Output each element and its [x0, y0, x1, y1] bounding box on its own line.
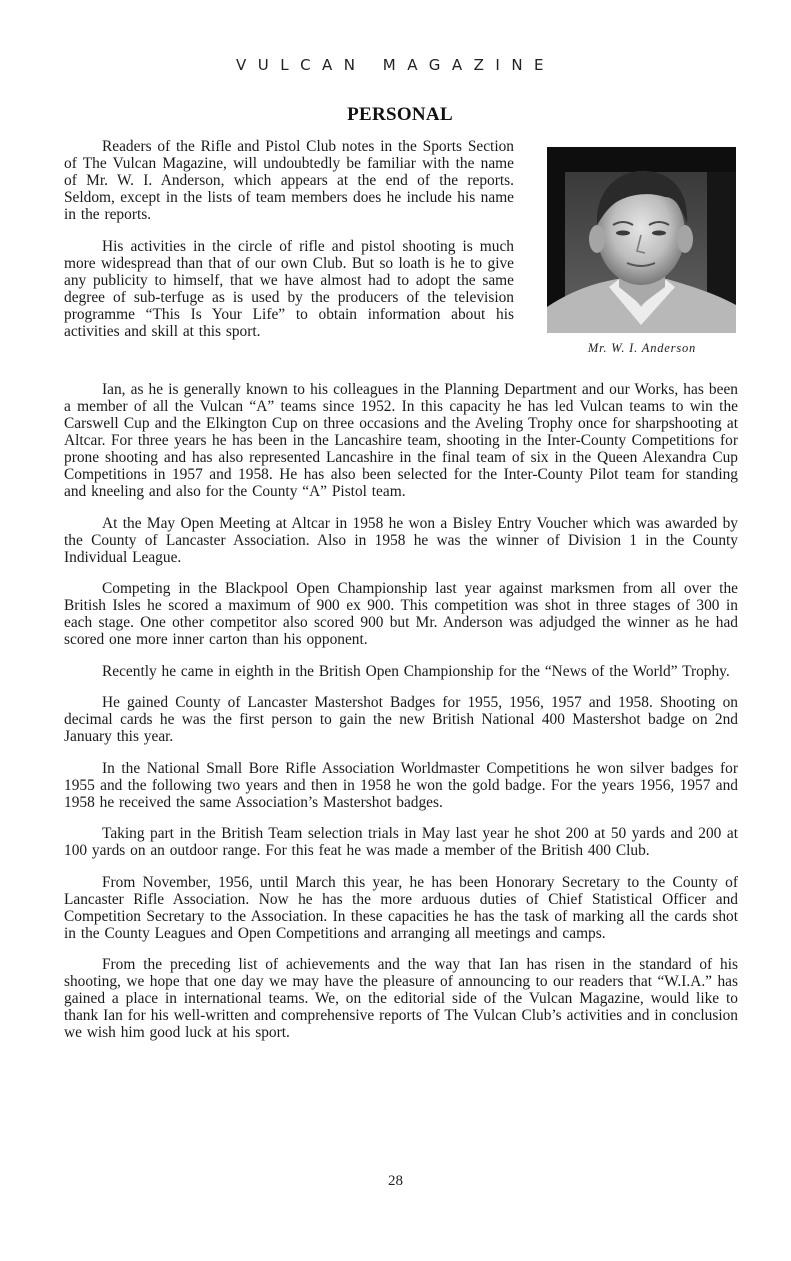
portrait-image	[547, 147, 736, 333]
article-paragraph: Recently he came in eighth in the British Open Championship for the “News of the World” Trophy.	[102, 662, 730, 680]
portrait-figure	[547, 147, 737, 356]
article-paragraph: Readers of the Rifle and Pistol Club notes in the Sports Section of The Vulcan Magazine, will undoubtedly be familiar with the name of Mr. W. I. Anderson, which appears at the end of the reports. Seldom, except in the lists of team members does he include his name in the reports.	[64, 138, 514, 223]
article-body	[64, 381, 738, 1056]
article-paragraph: From the preceding list of achievements and the way that Ian has risen in the standard of his shooting, we hope that one day we may have the pleasure of announcing to our readers that “W.I.A.” has gained a place in international teams. We, on the editorial side of the Vulcan Magazine, would like to thank Ian for his well-written and comprehensive reports of The Vulcan Club’s activities and in conclusion we wish him good luck at his sport.	[64, 956, 738, 1041]
article-paragraph: From November, 1956, until March this year, he has been Honorary Secretary to the County of Lancaster Rifle Association. Now he has the more arduous duties of Chief Statistical Officer and Competition Secretary to the Association. In these capacities he has the task of marking all the cards shot in the County Leagues and Open Competitions and arranging all meetings and camps.	[64, 873, 738, 942]
portrait-caption: Mr. W. I. Anderson	[587, 341, 697, 355]
article-paragraph: In the National Small Bore Rifle Association Worldmaster Competitions he won silver badges for 1955 and the following two years and then in 1958 he won the gold badge. For the years 1956, 1957 and 1958 he received the same Association’s Mastershot badges.	[64, 759, 738, 811]
page-title: PERSONAL	[347, 104, 453, 125]
article-paragraph: At the May Open Meeting at Altcar in 1958 he won a Bisley Entry Voucher which was awarded by the County of Lancaster Association. Also in 1958 he was the winner of Division 1 in the County Individual League.	[64, 514, 738, 566]
publication-masthead: VULCAN MAGAZINE	[235, 56, 556, 74]
article-paragraph: Taking part in the British Team selection trials in May last year he shot 200 at 50 yards and 200 at 100 yards on an outdoor range. For this feat he was made a member of the British 400 Club.	[64, 825, 738, 859]
article-paragraph: He gained County of Lancaster Mastershot Badges for 1955, 1956, 1957 and 1958. Shooting on decimal cards he was the first person to gain the new British National 400 Mastershot badge on 2nd January this year.	[64, 694, 738, 745]
page-number: 28	[388, 1173, 403, 1189]
portrait-photo	[547, 147, 736, 333]
article-paragraph: His activities in the circle of rifle and pistol shooting is much more widespread than that of our own Club. But so loath is he to give any publicity to himself, that we have almost had to adopt the same degree of sub-terfuge as is used by the producers of the television programme “This Is Your Life” to obtain information about his activities and skill at this sport.	[64, 237, 514, 340]
article-paragraph: Competing in the Blackpool Open Championship last year against marksmen from all over the British Isles he scored a maximum of 900 ex 900. This competition was shot in three stages of 300 in each stage. One other competitor also scored 900 but Mr. Anderson was adjudged the winner as he had scored one more inner carton than his opponent.	[64, 580, 738, 648]
intro-column	[64, 138, 514, 354]
article-paragraph: Ian, as he is generally known to his colleagues in the Planning Department and our Works, has been a member of all the Vulcan “A” teams since 1952. In this capacity he has led Vulcan teams to win the Carswell Cup and the Elkington Cup on three occasions and the Aveling Trophy once for sharpshooting at Altcar. For three years he has been in the Lancashire team, shooting in the Inter-County Competitions for prone shooting and has also represented Lancashire in the final team of six in the Queen Alexandra Cup Competitions in 1957 and 1958. He has also been selected for the Inter-County Pilot team for standing and kneeling and also for the County “A” Pistol team.	[64, 381, 738, 500]
